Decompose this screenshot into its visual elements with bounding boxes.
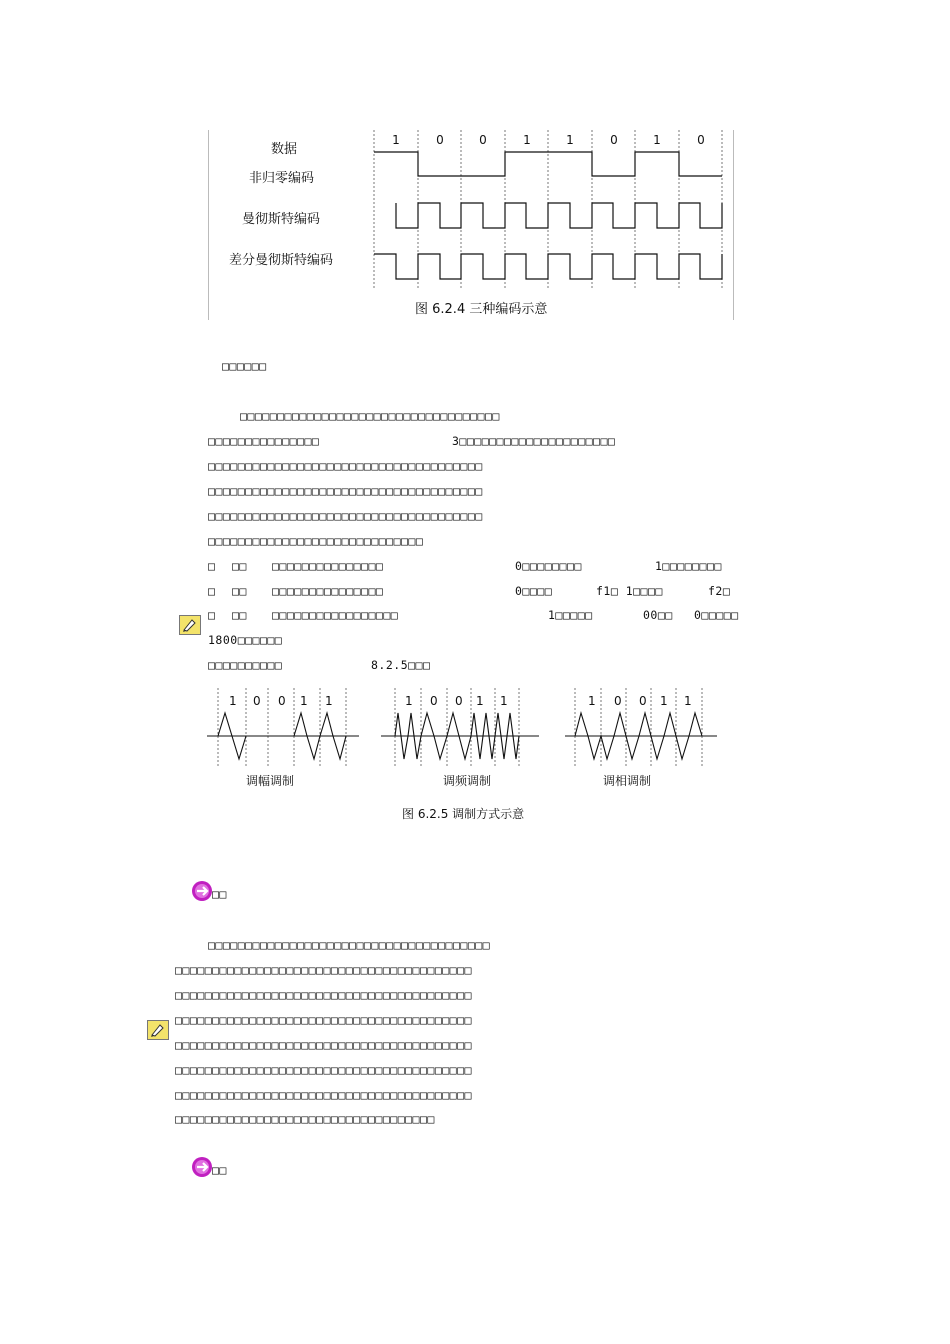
row-label-nrz: 非归零编码 (249, 171, 315, 186)
bit-label: 1 (523, 133, 531, 147)
bit-label: 1 (653, 133, 661, 147)
para2-line: □□□□□□□□□□□□□□□□□□□□□□□□□□□□□□□□□□□□□□□□ (175, 988, 472, 1002)
para1-line: □□□□□□□□□□□□□□□□□□□□□□□□□□□□□□□□□□□□□ (208, 509, 483, 523)
row-label-manchester: 曼彻斯特编码 (242, 212, 321, 227)
sub-caption-fm: 调频调制 (443, 774, 492, 788)
para2-line: □□□□□□□□□□□□□□□□□□□□□□□□□□□□□□□□□□□□□□□□ (175, 1088, 472, 1102)
section-heading: □□ (212, 887, 227, 901)
pencil-note-icon[interactable] (147, 1020, 169, 1040)
row-label-data: 数据 (271, 142, 298, 157)
bit-label: 0 (610, 133, 618, 147)
figure-caption: 图 6.2.4 三种编码示意 (415, 302, 548, 317)
bit-label: 0 (479, 133, 487, 147)
mod-bit: 1 (500, 694, 508, 708)
mod-bit: 0 (639, 694, 647, 708)
encoding-figure (208, 130, 734, 320)
para1-line: □□□□□□□□□□□□□□□□□□□□□□□□□□□□□□□□□□□ (240, 409, 500, 423)
sub-caption-am: 调幅调制 (246, 774, 295, 788)
para-line: 8.2.5□□□ (371, 658, 431, 672)
bit-label: 0 (436, 133, 444, 147)
section-title: □□□□□□ (222, 359, 267, 373)
para2-line: □□□□□□□□□□□□□□□□□□□□□□□□□□□□□□□□□□□□□□□□ (175, 1038, 472, 1052)
bullet-mark: □ (208, 584, 216, 598)
bullet-mark: □ (208, 559, 216, 573)
mod-bit: 1 (405, 694, 413, 708)
para-line: 1800□□□□□□ (208, 633, 283, 647)
bullet-text: f2□ (708, 584, 731, 598)
bullet-text: f1□ 1□□□□ (596, 584, 663, 598)
para2-line: □□□□□□□□□□□□□□□□□□□□□□□□□□□□□□□□□□□□□□□□ (175, 1063, 472, 1077)
bullet-text: □□□□□□□□□□□□□□□ (272, 559, 384, 573)
para2-line: □□□□□□□□□□□□□□□□□□□□□□□□□□□□□□□□□□□□□□□□ (175, 1013, 472, 1027)
row-label-diff-manchester: 差分曼彻斯特编码 (229, 253, 334, 268)
para1-line: 3□□□□□□□□□□□□□□□□□□□□□ (452, 434, 616, 448)
para2-line: □□□□□□□□□□□□□□□□□□□□□□□□□□□□□□□□□□□□□□ (208, 938, 491, 952)
section-heading: □□ (212, 1163, 227, 1177)
bullet-text: 0□□□□□□□□ (515, 559, 582, 573)
bullet-text: 00□□ (643, 608, 673, 622)
mod-bit: 1 (588, 694, 596, 708)
para-line: □□□□□□□□□□ (208, 658, 283, 672)
mod-bit: 0 (614, 694, 622, 708)
para1-line: □□□□□□□□□□□□□□□ (208, 434, 320, 448)
mod-bit: 0 (278, 694, 286, 708)
para2-line: □□□□□□□□□□□□□□□□□□□□□□□□□□□□□□□□□□□□□□□□ (175, 963, 472, 977)
mod-bit: 1 (229, 694, 237, 708)
bullet-text: 0□□□□ (515, 584, 553, 598)
mod-bit: 0 (455, 694, 463, 708)
mod-bit: 1 (476, 694, 484, 708)
bullet-text: 1□□□□□□□□ (655, 559, 722, 573)
pencil-note-icon[interactable] (179, 615, 201, 635)
bullet-mark: □ (208, 608, 216, 622)
mod-bit: 1 (660, 694, 668, 708)
para1-line: □□□□□□□□□□□□□□□□□□□□□□□□□□□□□ (208, 534, 424, 548)
bullet-text: □□□□□□□□□□□□□□□ (272, 584, 384, 598)
mod-bit: 0 (253, 694, 261, 708)
bullet-text: 1□□□□□ (548, 608, 593, 622)
bullet-head: □□ (232, 584, 247, 598)
para1-line: □□□□□□□□□□□□□□□□□□□□□□□□□□□□□□□□□□□□□ (208, 459, 483, 473)
figure-caption: 图 6.2.5 调制方式示意 (402, 807, 525, 821)
right-arrow-icon[interactable] (191, 880, 213, 902)
bit-label: 1 (392, 133, 400, 147)
mod-bit: 1 (300, 694, 308, 708)
bullet-text: 0□□□□□ (694, 608, 739, 622)
mod-bit: 0 (430, 694, 438, 708)
bullet-head: □□ (232, 559, 247, 573)
bit-label: 0 (697, 133, 705, 147)
right-arrow-icon[interactable] (191, 1156, 213, 1178)
sub-caption-pm: 调相调制 (603, 774, 652, 788)
bullet-head: □□ (232, 608, 247, 622)
mod-bit: 1 (684, 694, 692, 708)
bit-label: 1 (566, 133, 574, 147)
bullet-text: □□□□□□□□□□□□□□□□□ (272, 608, 399, 622)
mod-bit: 1 (325, 694, 333, 708)
para1-line: □□□□□□□□□□□□□□□□□□□□□□□□□□□□□□□□□□□□□ (208, 484, 483, 498)
para2-line: □□□□□□□□□□□□□□□□□□□□□□□□□□□□□□□□□□□ (175, 1112, 435, 1126)
